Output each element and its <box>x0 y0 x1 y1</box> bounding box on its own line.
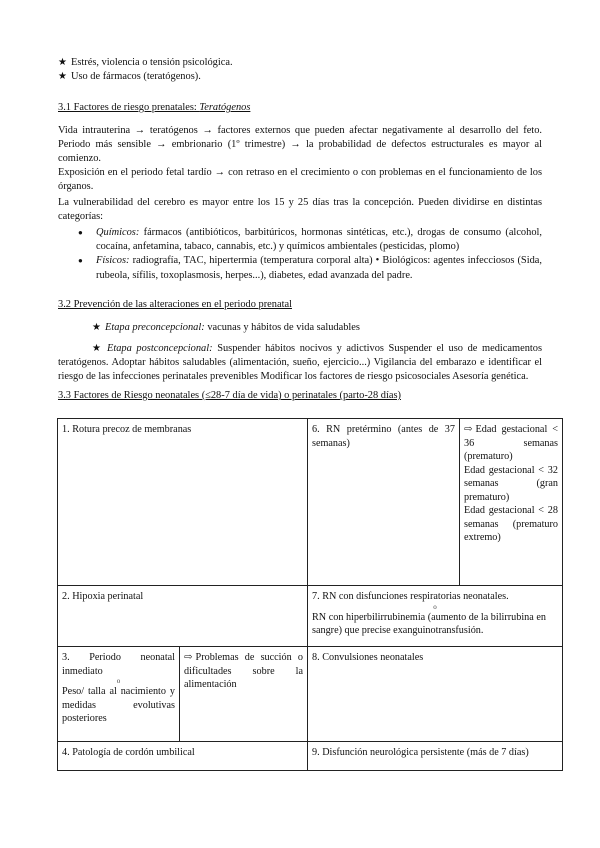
category-physical <box>58 254 542 282</box>
category-chemical-text: fármacos (antibióticos, barbitúricos, hormonas sintéticas, etc.), drogas de consumo (alcohol, cocaína, anfetamina, tabaco, cannabis, etc.) y químicos ambientales (pesticidas, plomo) <box>96 227 542 253</box>
table-cell <box>308 419 460 586</box>
cell-text: ⇨ Problemas de succión o dificultades sobre la alimentación <box>184 651 303 692</box>
section-31-paragraph-1: Vida intrauterina → teratógenos → factores externos que pueden afectar negativamente al desarrollo del feto. Periodo más sensible → embrionario (1º trimestre) → la probabilidad de defectos estructurales es mayor al comienzo. <box>58 125 542 165</box>
prevention-postconception-text: Suspender hábitos nocivos y adictivos Suspender el uso de medicamentos teratógenos. Adoptar hábitos saludables (alimentación, sueño, ejercicio...) Vigilancia del embarazo e identificar el riesgo de las infecciones perinatales prevenibles Modificar los factores de riesgo psicosociales Asesoría genética. <box>58 343 543 383</box>
table-cell <box>58 419 308 586</box>
table-cell <box>58 647 180 742</box>
small-mark: o <box>433 602 437 611</box>
table-cell <box>58 586 308 647</box>
preterm-detail-1: ⇨ Edad gestacional < 36 semanas (prematuro) <box>464 423 558 464</box>
risk-factors-table <box>57 418 563 771</box>
table-cell <box>308 647 563 742</box>
section-31-paragraph-3: La vulnerabilidad del cerebro es mayor entre los 15 y 25 días tras la concepción. Pueden dividirse en distintas categorías: <box>58 197 542 223</box>
cell-text: Peso/ talla al nacimiento y medidas evolutivas posteriores <box>62 686 175 724</box>
prevention-preconception <box>58 321 542 335</box>
teratogen-category-list <box>58 226 542 283</box>
table-row <box>58 742 563 771</box>
category-physical-text: radiografía, TAC, hipertermia (temperatura corporal alta) • Biológicos: agentes infecciosos (Sida, rubeola, sífilis, toxoplasmosis, herpes...), diabetes, edad avanzada del padre. <box>96 255 542 281</box>
table-cell <box>58 742 308 771</box>
star-icon <box>92 322 105 333</box>
cell-text: 7. RN con disfunciones respiratorias neonatales. <box>312 591 509 602</box>
small-mark: o <box>116 677 121 685</box>
category-physical-label: Físicos: <box>96 255 130 267</box>
cell-text: RN con hiperbilirrubinemia (aumento de la bilirrubina en sangre) que precise exanguinotransfusión. <box>312 611 546 636</box>
cell-text: 4. Patología de cordón umbilical <box>62 747 195 758</box>
section-31-heading-italic: Teratógenos <box>199 102 251 113</box>
table-row <box>58 419 563 586</box>
category-chemical-label: Químicos: <box>96 227 140 238</box>
table-row <box>58 647 563 742</box>
table-cell <box>460 419 563 586</box>
cell-text: 9. Disfunción neurológica persistente (más de 7 días) <box>312 747 529 758</box>
table-row <box>58 586 563 647</box>
preterm-detail-3: Edad gestacional < 28 semanas (prematuro extremo) <box>464 505 558 543</box>
cell-text: 3. Periodo neonatal inmediato <box>62 652 175 677</box>
intro-item-text: Uso de fármacos (teratógenos). <box>70 71 201 82</box>
prevention-preconception-label: Etapa preconcepcional: <box>104 322 205 333</box>
star-icon <box>92 343 107 354</box>
cell-text: 1. Rotura precoz de membranas <box>62 424 192 435</box>
table-cell <box>308 586 563 647</box>
section-32-heading: 3.2 Prevención de las alteraciones en el periodo prenatal <box>58 299 292 310</box>
table-cell <box>180 647 308 742</box>
prevention-postconception <box>58 342 542 385</box>
cell-text: 6. RN pretérmino (antes de 37 semanas) <box>312 424 455 449</box>
section-31-heading <box>58 101 250 115</box>
cell-text: 8. Convulsiones neonatales <box>312 652 424 663</box>
preterm-detail-2: Edad gestacional < 32 semanas (gran prematuro) <box>464 464 558 503</box>
table-cell <box>308 742 563 771</box>
section-31-paragraph-2: Exposición en el periodo fetal tardío → con retraso en el crecimiento o con problemas en el funcionamiento de los órganos. <box>58 167 542 193</box>
cell-text: 2. Hipoxia perinatal <box>62 591 144 602</box>
intro-item-drugs <box>58 70 542 84</box>
intro-item-stress <box>58 56 542 70</box>
section-33-heading: 3.3 Factores de Riesgo neonatales (≤28-7 día de vida) o perinatales (parto-28 días) <box>58 390 401 401</box>
prevention-postconception-label: Etapa postconcepcional: <box>106 343 213 354</box>
category-chemical <box>58 226 542 254</box>
prevention-preconception-text: vacunas y hábitos de vida saludables <box>204 322 360 333</box>
section-31-heading-prefix: 3.1 Factores de riesgo prenatales: <box>58 102 200 113</box>
intro-item-text: Estrés, violencia o tensión psicológica. <box>70 57 233 68</box>
